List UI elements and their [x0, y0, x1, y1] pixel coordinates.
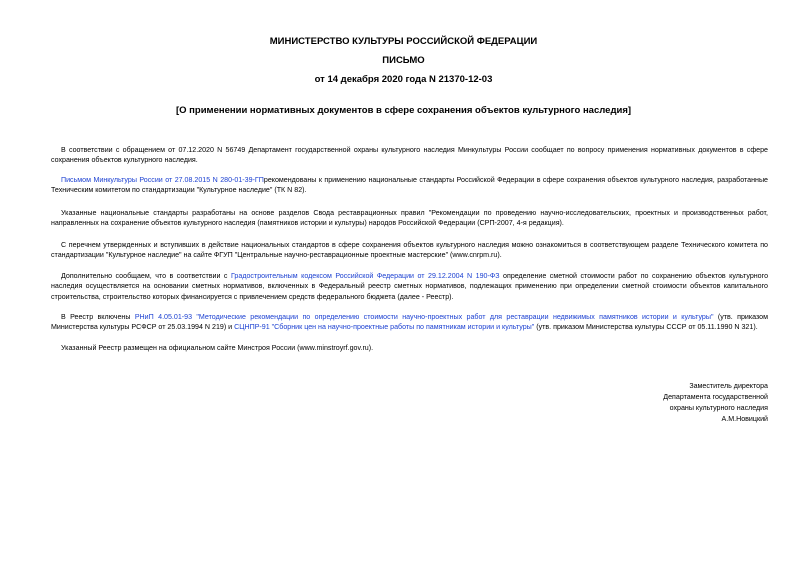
scnpr-link[interactable]: СЦНПР-91 "Сборник цен на научно-проектные работы по памятникам истории и культуры" [234, 323, 535, 332]
document-type: ПИСЬМО [382, 55, 425, 66]
paragraph-5-pre: Дополнительно сообщаем, что в соответствии с [61, 272, 231, 280]
paragraph-1: В соответствии с обращением от 07.12.2020 N 56749 Департамент государственной охраны культурного наследия Минкультуры России сообщает по вопросу применения нормативных документов в сфере сохранения объектов культурного наследия. [51, 146, 768, 165]
paragraph-5 [51, 271, 768, 302]
paragraph-3: Указанные национальные стандарты разработаны на основе разделов Свода реставрационных правил "Рекомендации по проведению научно-исследовательских, проектных и производственных работ, направленных на сохранение объектов культурного наследия (памятников истории и культуры) народов Российской Федерации (СРП-2007, 4-я редакция). [51, 209, 768, 228]
paragraph-6-pre: В Реестр включены [61, 313, 135, 321]
document-subject: [О применении нормативных документов в сфере сохранения объектов культурного наследия] [175, 105, 632, 116]
ministry-heading: МИНИСТЕРСТВО КУЛЬТУРЫ РОССИЙСКОЙ ФЕДЕРАЦИИ [269, 36, 538, 47]
signature-position: Заместитель директора [689, 382, 768, 390]
paragraph-7: Указанный Реестр размещен на официальном сайте Минстроя России (www.minstroyrf.gov.ru). [61, 344, 374, 352]
signature-name: А.М.Новицкий [721, 415, 768, 423]
signature-block [663, 381, 768, 425]
date-number: от 14 декабря 2020 года N 21370-12-03 [314, 74, 493, 85]
paragraph-6 [51, 312, 768, 333]
paragraph-2 [51, 175, 768, 196]
signature-department: Департамента государственной [663, 393, 768, 401]
rnip-link[interactable]: РНиП 4.05.01-93 "Методические рекомендации по определению стоимости научно-проектных работ для реставрации недвижимых памятников истории и культуры" [134, 313, 714, 321]
paragraph-6-mid: (утв. приказом Министерства культуры РСФСР от 25.03.1994 N 219) и [51, 313, 769, 332]
signature-department-2: охраны культурного наследия [669, 404, 768, 412]
paragraph-2-text: рекомендованы к применению национальные стандарты Российской Федерации в сфере сохранения объектов культурного наследия, разработанные Техническим комитетом по стандартизации "Культурное наследие" (ТК N 82). [51, 176, 768, 195]
town-planning-code-link[interactable]: Градостроительным кодексом Российской Федерации от 29.12.2004 N 190-ФЗ [230, 272, 500, 280]
paragraph-5-post: определение сметной стоимости работ по сохранению объектов культурного наследия осуществляется на основании сметных нормативов, включенных в Федеральный реестр сметных нормативов, подлежащих применению при определении сметной стоимости объектов капитального строительства, строительство которых финансируется с привлечением средств федерального бюджета (далее - Реестр). [51, 272, 769, 301]
paragraph-4: С перечнем утвержденных и вступивших в действие национальных стандартов в сфере сохранения объектов культурного наследия можно ознакомиться в соответствующем разделе Технического комитета по стандартизации "Культурное наследие" на сайте ФГУП "Центральные научно-реставрационные проектные мастерские" (www.cnrpm.ru). [51, 241, 768, 260]
paragraph-6-post: (утв. приказом Министерства культуры СССР от 05.11.1990 N 321). [534, 323, 758, 332]
letter-link[interactable]: Письмом Минкультуры России от 27.08.2015 N 280-01-39-ГП [61, 176, 264, 184]
